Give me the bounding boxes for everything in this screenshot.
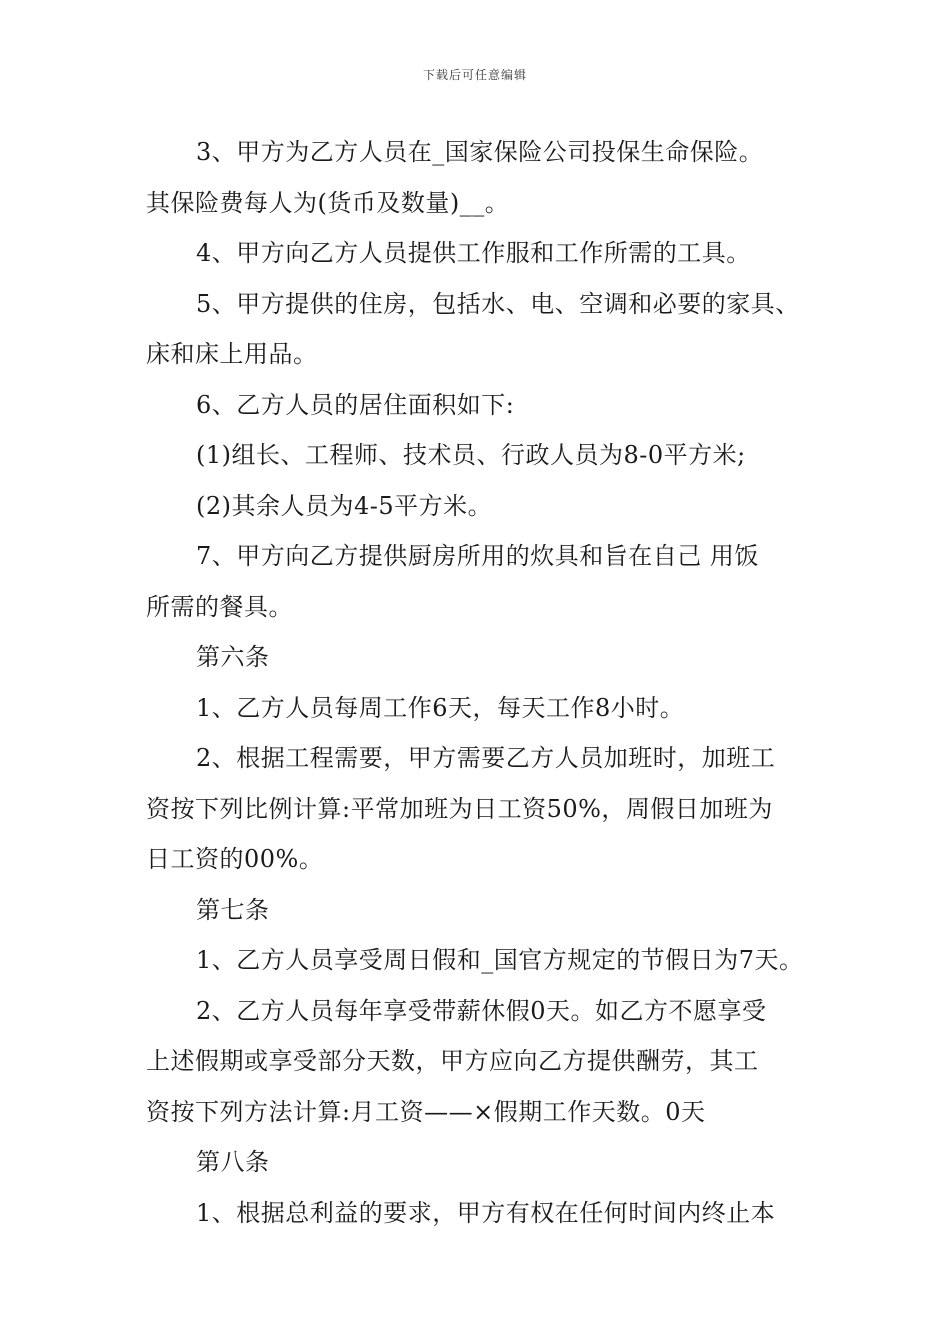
section-heading: 第七条 [196, 895, 270, 924]
text-line: (2)其余人员为4-5平方米。 [196, 491, 493, 520]
text-line: 3、甲方为乙方人员在_国家保险公司投保生命保险。 [196, 138, 764, 166]
text-line: 上述假期或享受部分天数，甲方应向乙方提供酬劳，其工 [146, 1047, 759, 1075]
text-line: 床和床上用品。 [146, 340, 318, 368]
text-line: 7、甲方向乙方提供厨房所用的炊具和旨在自己 用饭 [196, 542, 759, 570]
text-line: 所需的餐具。 [146, 592, 293, 621]
text-line: (1)组长、工程师、技术员、行政人员为8-0平方米; [196, 441, 746, 469]
text-line: 2、根据工程需要，甲方需要乙方人员加班时，加班工 [196, 744, 776, 772]
text-line: 1、乙方人员享受周日假和_国官方规定的节假日为7天。 [196, 946, 804, 974]
text-line: 1、根据总利益的要求，甲方有权在任何时间内终止本 [196, 1198, 776, 1227]
section-heading: 第八条 [196, 1148, 270, 1176]
text-line: 4、甲方向乙方人员提供工作服和工作所需的工具。 [196, 239, 751, 267]
section-heading: 第六条 [196, 643, 270, 671]
text-line: 资按下列方法计算:月工资——×假期工作天数。0天 [146, 1097, 706, 1126]
text-line: 资按下列比例计算:平常加班为日工资50%，周假日加班为 [146, 794, 773, 823]
text-line: 1、乙方人员每周工作6天，每天工作8小时。 [196, 693, 685, 722]
document-body [146, 127, 836, 1238]
text-line: 2、乙方人员每年享受带薪休假0天。如乙方不愿享受 [196, 996, 767, 1025]
text-line: 6、乙方人员的居住面积如下: [196, 390, 515, 419]
text-line: 日工资的00%。 [146, 845, 324, 873]
text-line: 其保险费每人为(货币及数量)__。 [146, 188, 510, 217]
page-header-note: 下载后可任意编辑 [422, 68, 527, 82]
text-line: 5、甲方提供的住房，包括水、电、空调和必要的家具、 [196, 289, 800, 318]
